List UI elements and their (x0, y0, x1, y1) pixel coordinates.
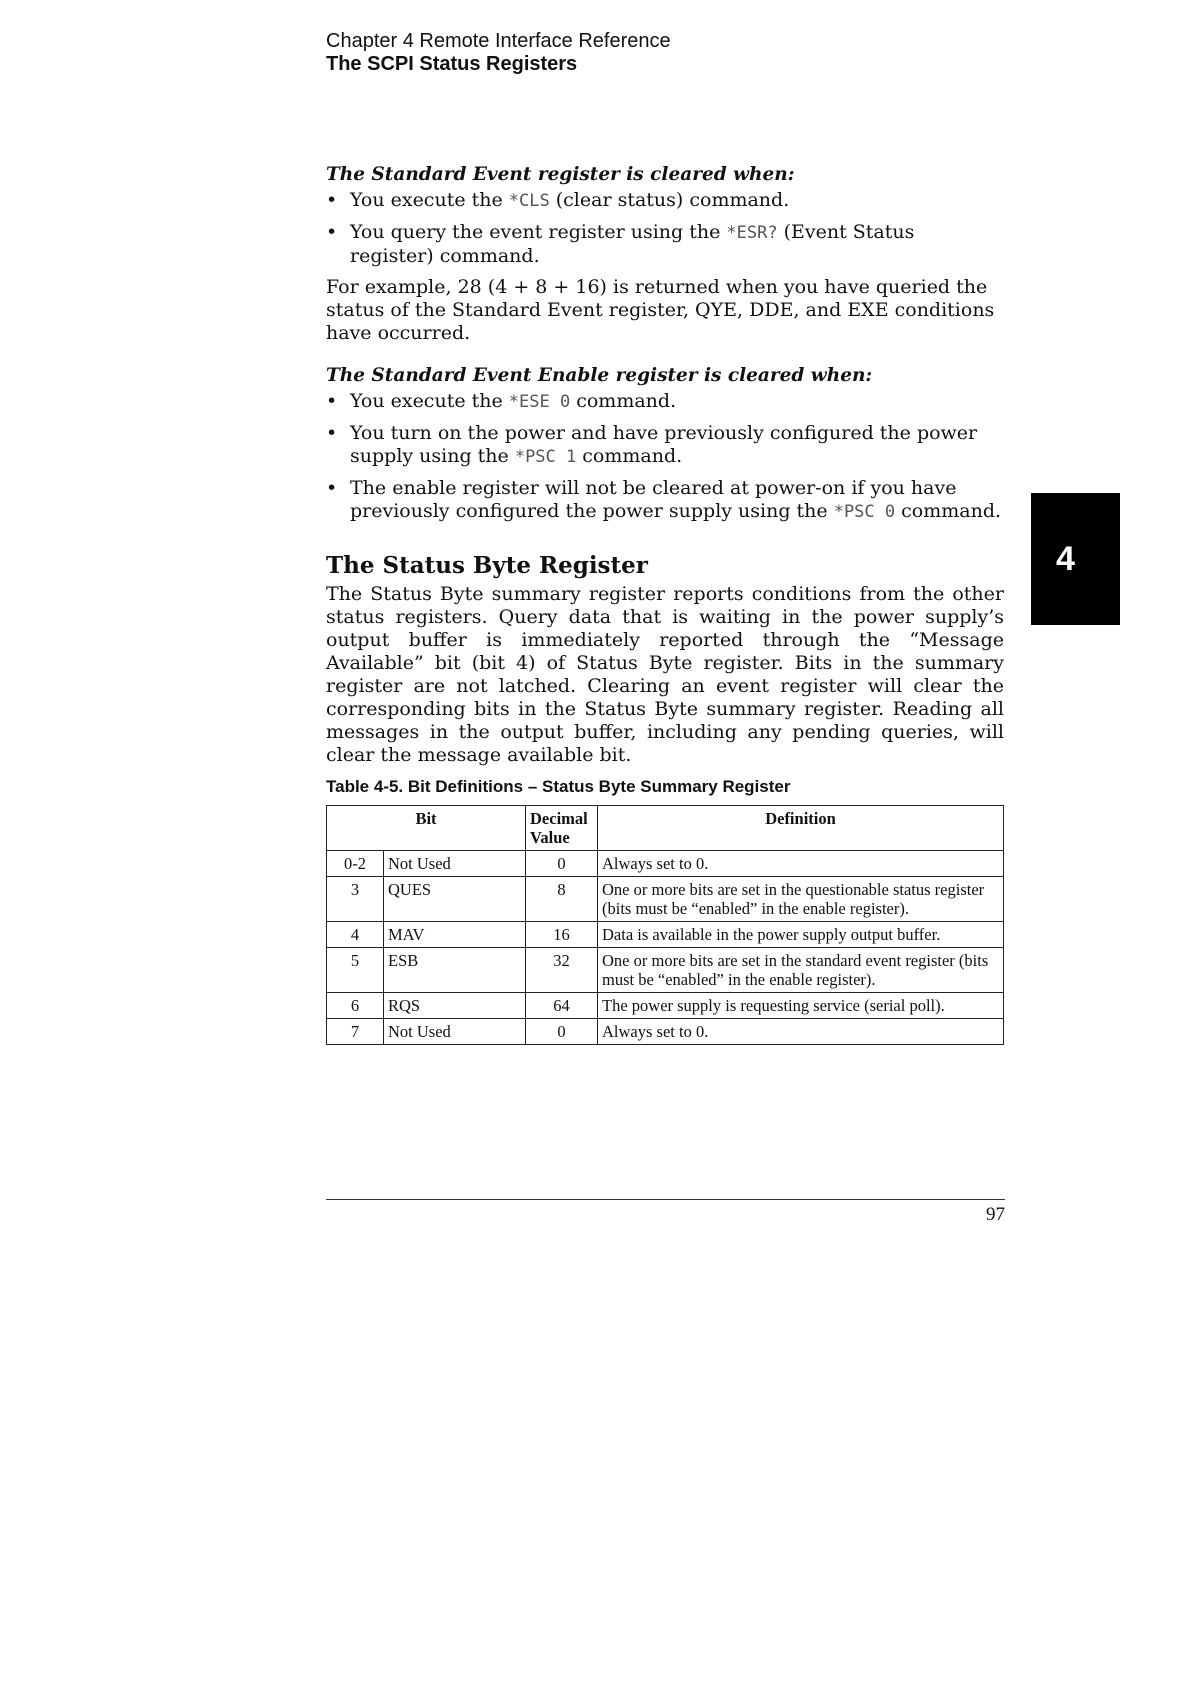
footer-rule (326, 1199, 1005, 1200)
bit-definition: Data is available in the power supply output buffer. (598, 922, 1004, 948)
bit-definition: One or more bits are set in the standard event register (bits must be “enabled” in the enable register). (598, 948, 1004, 993)
header-bit: Bit (327, 806, 526, 851)
list-item: • You execute the *CLS (clear status) command. (326, 189, 790, 211)
scpi-command: *PSC 0 (833, 502, 896, 522)
bit-definition: The power supply is requesting service (serial poll). (598, 993, 1004, 1019)
bullet-icon: • (326, 477, 338, 499)
std-enable-clear-heading: The Standard Event Enable register is cleared when: (326, 365, 873, 386)
table-row (327, 922, 1004, 948)
scpi-command: *ESE 0 (508, 392, 571, 412)
bullet-icon: • (326, 390, 338, 412)
decimal-value: 0 (526, 1019, 598, 1045)
table-row (327, 851, 1004, 877)
bit-name: ESB (384, 948, 526, 993)
bit-definition: One or more bits are set in the questionable status register (bits must be “enabled” in the enable register). (598, 877, 1004, 922)
bit-name: Not Used (384, 1019, 526, 1045)
bit-number: 7 (327, 1019, 384, 1045)
header-definition: Definition (598, 806, 1004, 851)
std-event-clear-list (326, 189, 1004, 268)
section-title: The SCPI Status Registers (326, 53, 578, 75)
page-header (326, 30, 671, 76)
bit-definitions-table (326, 805, 1004, 1045)
bullet-icon: • (326, 189, 338, 211)
header-decimal-value: Decimal Value (526, 806, 598, 851)
scpi-command: *PSC 1 (514, 447, 577, 467)
list-item: • You query the event register using the *ESR? (Event Status register) command. (326, 221, 915, 267)
bullet-icon: • (326, 221, 338, 243)
bit-number: 4 (327, 922, 384, 948)
table-header-row (327, 806, 1004, 851)
scpi-command: *CLS (508, 191, 550, 211)
bit-definition: Always set to 0. (598, 851, 1004, 877)
bit-number: 5 (327, 948, 384, 993)
decimal-value: 32 (526, 948, 598, 993)
bullet-icon: • (326, 422, 338, 444)
bit-definition: Always set to 0. (598, 1019, 1004, 1045)
bit-number: 3 (327, 877, 384, 922)
chapter-tab (1031, 493, 1120, 625)
scpi-command: *ESR? (726, 223, 778, 243)
table-row (327, 948, 1004, 993)
table-row (327, 1019, 1004, 1045)
chapter-tab-label: 4 (1056, 539, 1075, 578)
table-row (327, 993, 1004, 1019)
bit-name: Not Used (384, 851, 526, 877)
bit-name: RQS (384, 993, 526, 1019)
table-row (327, 877, 1004, 922)
main-content (326, 164, 1004, 1045)
bit-name: QUES (384, 877, 526, 922)
list-item: • You turn on the power and have previously configured the power supply using the *PSC 1 command. (326, 422, 978, 467)
bit-number: 0-2 (327, 851, 384, 877)
std-enable-clear-list (326, 390, 1004, 524)
decimal-value: 8 (526, 877, 598, 922)
example-paragraph: For example, 28 (4 + 8 + 16) is returned when you have queried the status of the Standard Event register, QYE, DDE, and EXE conditions have occurred. (326, 276, 995, 344)
page-number: 97 (986, 1204, 1005, 1225)
decimal-value: 64 (526, 993, 598, 1019)
chapter-title: Chapter 4 Remote Interface Reference (326, 30, 671, 52)
list-item: • You execute the *ESE 0 command. (326, 390, 677, 412)
decimal-value: 0 (526, 851, 598, 877)
bit-name: MAV (384, 922, 526, 948)
bit-number: 6 (327, 993, 384, 1019)
status-byte-paragraph: The Status Byte summary register reports conditions from the other status registers. Query data that is waiting in the power supply’s output buffer is immediately reported through the “Message Available” bit (bit 4) of Status Byte register. Bits in the summary register are not latched. Clearing an event register will clear the corresponding bits in the Status Byte summary register. Reading all messages in the output buffer, including any pending queries, will clear the message available bit. (326, 583, 1004, 766)
table-caption: Table 4-5. Bit Definitions – Status Byte Summary Register (326, 777, 791, 796)
list-item: • The enable register will not be cleared at power-on if you have previously configured the power supply using the *PSC 0 command. (326, 477, 1002, 522)
std-event-clear-heading: The Standard Event register is cleared when: (326, 164, 795, 185)
decimal-value: 16 (526, 922, 598, 948)
status-byte-heading: The Status Byte Register (326, 552, 648, 579)
